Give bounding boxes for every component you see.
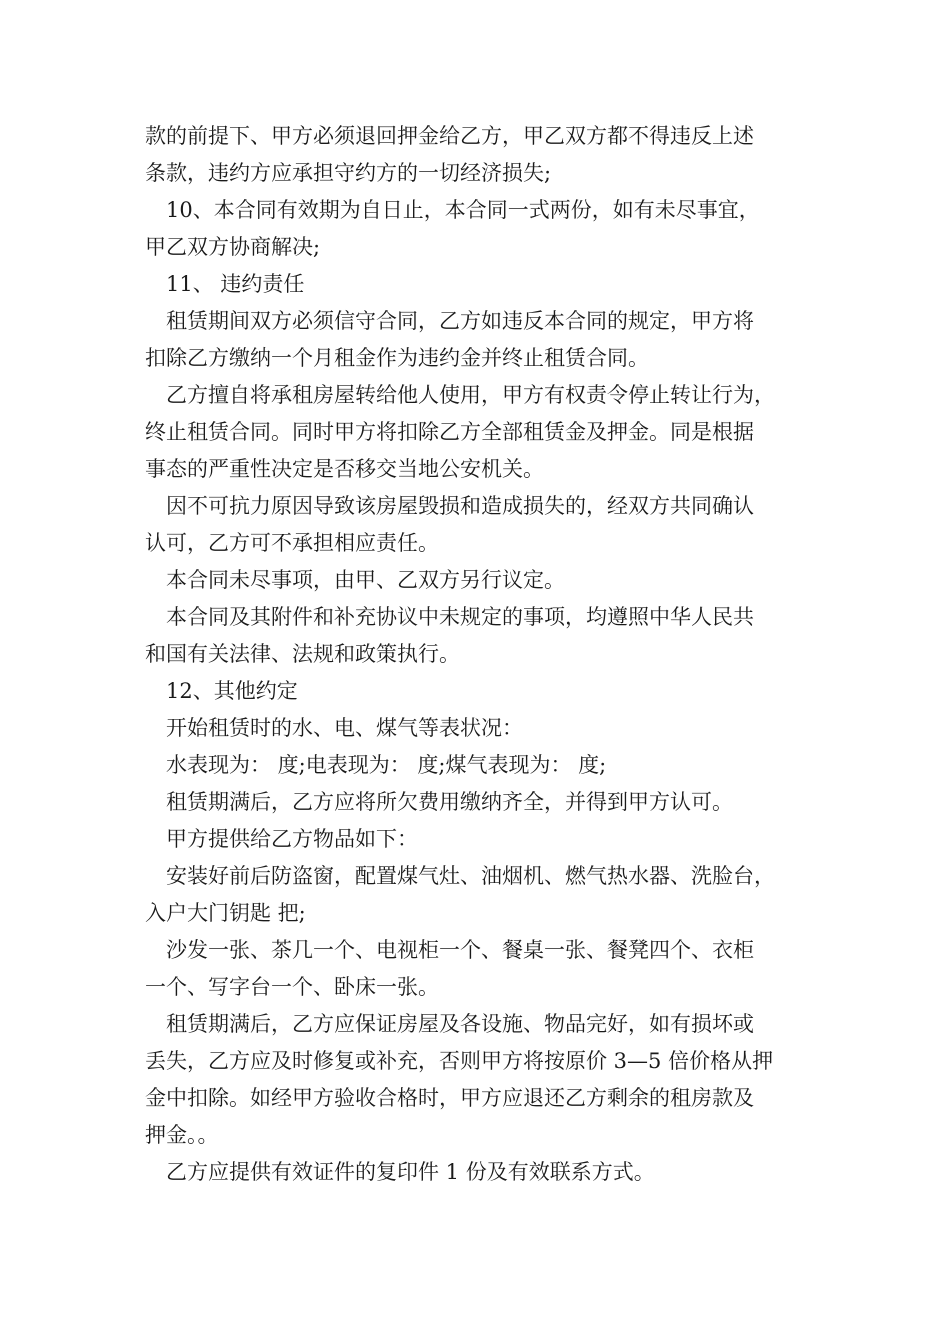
text-line: 一个、写字台一个、卧床一张。 xyxy=(145,975,439,999)
text-line: 因不可抗力原因导致该房屋毁损和造成损失的，经双方共同确认 xyxy=(166,494,754,518)
text-line: 扣除乙方缴纳一个月租金作为违约金并终止租赁合同。 xyxy=(145,346,649,370)
text-line: 甲乙双方协商解决; xyxy=(145,235,321,259)
text-line: 租赁期满后，乙方应保证房屋及各设施、物品完好，如有损坏或 xyxy=(166,1012,754,1036)
text-line: 押金。。 xyxy=(145,1123,219,1147)
text-line: 租赁期间双方必须信守合同，乙方如违反本合同的规定，甲方将 xyxy=(166,309,754,333)
text-line: 终止租赁合同。同时甲方将扣除乙方全部租赁金及押金。同是根据 xyxy=(145,420,754,444)
text-line: 丢失，乙方应及时修复或补充，否则甲方将按原价 3—5 倍价格从押 xyxy=(145,1049,774,1073)
text-line: 事态的严重性决定是否移交当地公安机关。 xyxy=(145,457,544,481)
text-line: 沙发一张、茶几一个、电视柜一个、餐桌一张、餐凳四个、衣柜 xyxy=(166,938,754,962)
text-line: 租赁期满后，乙方应将所欠费用缴纳齐全，并得到甲方认可。 xyxy=(166,790,733,814)
text-line: 金中扣除。如经甲方验收合格时，甲方应退还乙方剩余的租房款及 xyxy=(145,1086,754,1110)
text-line: 入户大门钥匙 把; xyxy=(145,901,306,925)
text-line: 条款，违约方应承担守约方的一切经济损失; xyxy=(145,161,552,185)
text-line: 和国有关法律、法规和政策执行。 xyxy=(145,642,460,666)
text-line: 乙方应提供有效证件的复印件 1 份及有效联系方式。 xyxy=(166,1160,655,1184)
text-line: 本合同及其附件和补充协议中未规定的事项，均遵照中华人民共 xyxy=(166,605,754,629)
text-line: 认可，乙方可不承担相应责任。 xyxy=(145,531,439,555)
text-line: 安装好前后防盗窗，配置煤气灶、油烟机、燃气热水器、洗脸台， xyxy=(166,864,775,888)
text-line: 款的前提下、甲方必须退回押金给乙方，甲乙双方都不得违反上述 xyxy=(145,124,754,148)
text-line: 开始租赁时的水、电、煤气等表状况： xyxy=(166,716,523,740)
meter-readings-line: 水表现为： 度;电表现为： 度;煤气表现为： 度; xyxy=(166,753,607,777)
text-line: 乙方擅自将承租房屋转给他人使用，甲方有权责令停止转让行为， xyxy=(166,383,775,407)
text-line: 甲方提供给乙方物品如下： xyxy=(166,827,418,851)
text-line: 本合同未尽事项，由甲、乙双方另行议定。 xyxy=(166,568,565,592)
clause-12-heading: 12、其他约定 xyxy=(166,679,298,703)
clause-11-heading: 11、 违约责任 xyxy=(166,272,305,296)
clause-10-line: 10、本合同有效期为自日止，本合同一式两份，如有未尽事宜， xyxy=(166,198,760,222)
contract-text xyxy=(145,118,830,1191)
